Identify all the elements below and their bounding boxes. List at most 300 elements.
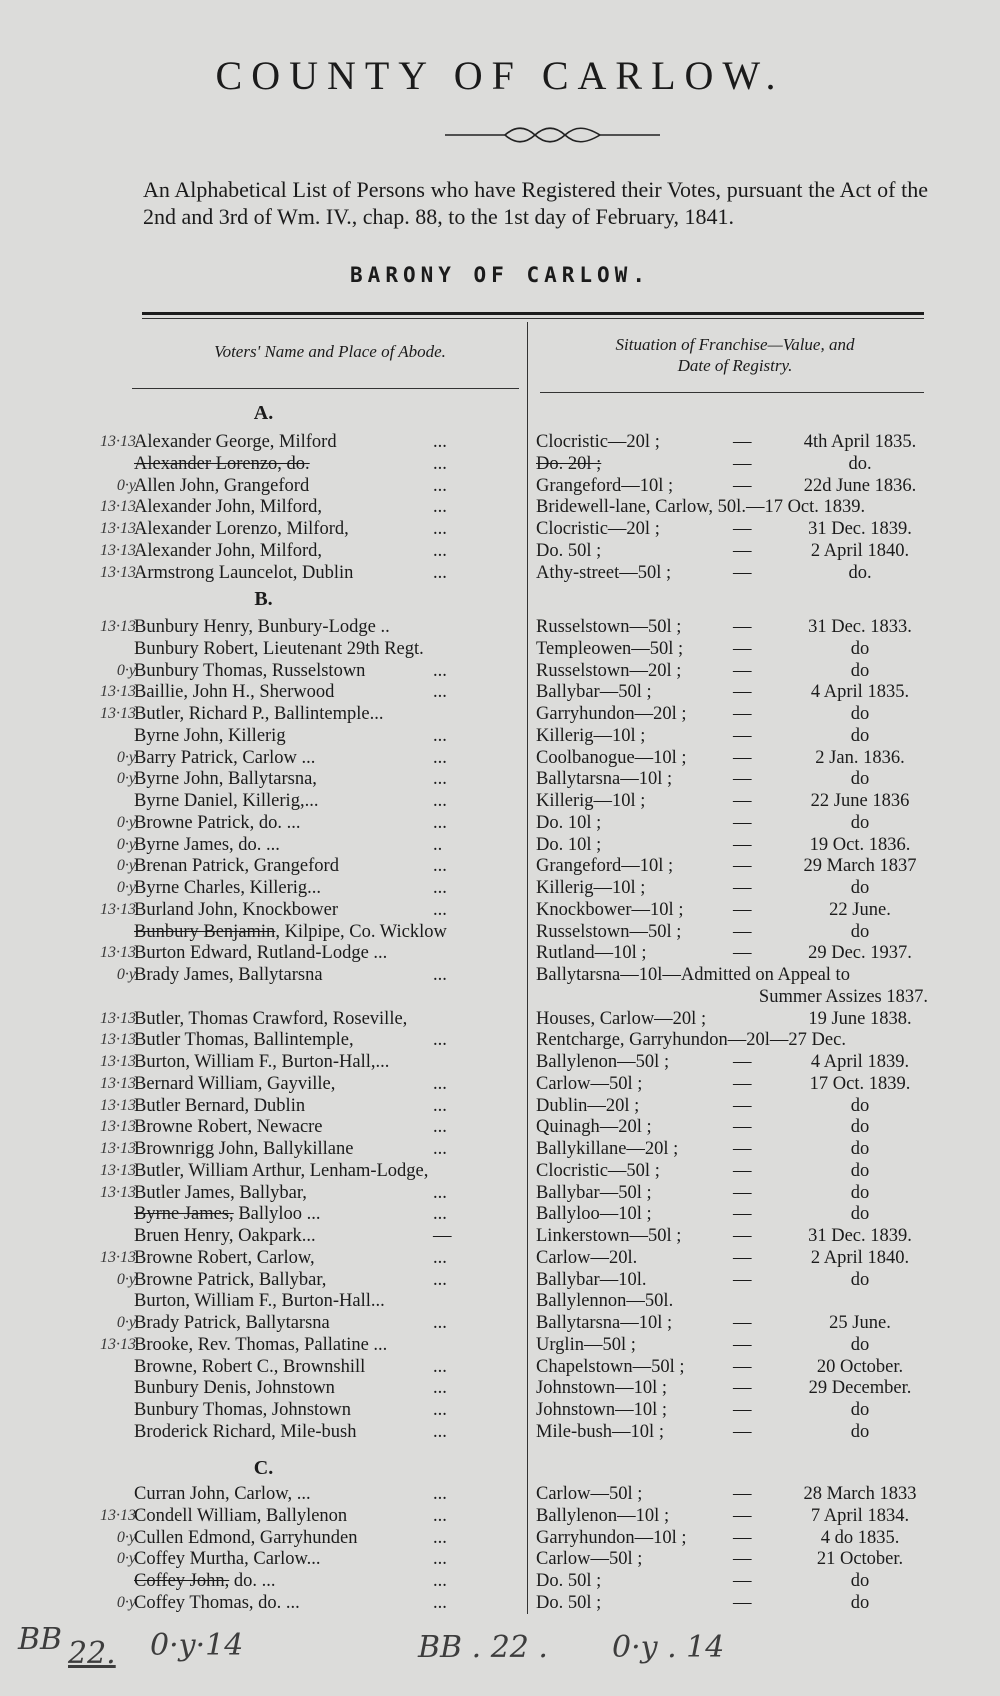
leader-dots: ...: [433, 965, 447, 985]
section-letter-a: A.: [253, 402, 274, 424]
voter-name: Coffey Thomas, do. ...: [134, 1592, 300, 1613]
leader-dots: ...: [433, 856, 447, 877]
page-title: COUNTY OF CARLOW.: [215, 53, 785, 98]
column-header-franchise-line2: Date of Registry.: [677, 356, 793, 375]
c-entry: [0, 1506, 1000, 1528]
dash-separator: —: [733, 519, 752, 539]
franchise-situation: Do. 50l ;: [536, 1571, 602, 1591]
franchise-situation: Do. 20l ;: [536, 453, 602, 474]
franchise-situation: Killerig—10l ;: [536, 791, 646, 811]
registry-date: do.: [848, 453, 872, 474]
dash-separator: —: [733, 1571, 752, 1591]
margin-annotation: 0·y: [116, 476, 136, 494]
voter-name: Browne Robert, Newacre: [134, 1117, 323, 1138]
registry-date: 4 do 1835.: [820, 1527, 900, 1548]
margin-annotation: 13·13: [100, 618, 136, 635]
leader-dots: ...: [433, 1247, 447, 1268]
dash-separator: —: [733, 812, 752, 833]
voter-name: Browne Patrick, Ballybar,: [134, 1269, 327, 1290]
b-entry: [0, 748, 1000, 770]
voter-name: Bernard William, Gayville,: [134, 1073, 336, 1094]
dash-separator: —: [733, 1527, 752, 1548]
margin-annotation: 13·13: [100, 1161, 136, 1179]
voter-name: Brownrigg John, Ballykillane: [134, 1139, 354, 1159]
dash-separator: —: [733, 682, 752, 703]
margin-annotation: 13·13: [100, 498, 136, 516]
margin-annotation: 13·13: [100, 563, 136, 581]
leader-dots: ...: [433, 1484, 447, 1504]
margin-annotation: 0·y: [116, 748, 136, 766]
voter-name: Butler, William Arthur, Lenham-Lodge,: [134, 1160, 429, 1181]
voter-name: Coffey Murtha, Carlow...: [134, 1549, 321, 1570]
registry-date: do: [850, 921, 870, 942]
c-entry: [0, 1593, 1000, 1615]
b-entry: [0, 965, 1000, 987]
franchise-situation: Russelstown—50l ;: [536, 617, 682, 637]
registry-date: do: [850, 1592, 870, 1613]
margin-annotation: 0·y: [116, 1593, 136, 1611]
margin-annotation: 13·13: [100, 1335, 136, 1353]
registry-date: do: [850, 1095, 870, 1116]
voter-name: Browne Robert, Carlow,: [134, 1247, 315, 1268]
dash-separator: —: [733, 769, 752, 790]
registry-date: 31 Dec. 1833.: [808, 617, 912, 637]
dash-separator: —: [733, 1592, 752, 1613]
intro-paragraph: An Alphabetical List of Persons who have Registered their Votes, pursuant the Act of the 2nd and 3rd of Wm. IV., chap. 88, to the 1st day of February, 1841.: [143, 177, 928, 229]
dash-separator: —: [733, 1204, 752, 1225]
franchise-situation: Ballybar—50l ;: [536, 1182, 652, 1203]
b-entry: [0, 1074, 1000, 1096]
b-entry: [0, 1422, 1000, 1444]
header-underline-left: [132, 388, 519, 389]
franchise-situation: Ballytarsna—10l ;: [536, 1313, 673, 1333]
b-entry: [0, 617, 1000, 639]
ornament-divider-icon: [445, 124, 660, 146]
registry-date: do: [850, 1139, 870, 1159]
dash-separator: —: [733, 1052, 752, 1072]
b-entry: [0, 1096, 1000, 1118]
registry-date: 17 Oct. 1839.: [809, 1073, 911, 1094]
header-underline-right: [540, 392, 924, 393]
leader-dots: ...: [433, 1400, 447, 1420]
dash-separator: —: [733, 1334, 752, 1355]
leader-dots: ...: [433, 1421, 447, 1442]
leader-dots: ...: [433, 432, 447, 452]
registry-date: do: [850, 1400, 870, 1420]
b-entry: [0, 682, 1000, 704]
dash-separator: —: [733, 1505, 752, 1526]
registry-date: 29 Dec. 1937.: [808, 943, 912, 964]
voter-name: Butler, Richard P., Ballintemple...: [134, 704, 384, 724]
margin-annotation: 13·13: [100, 1248, 136, 1266]
voter-name: Condell William, Ballylenon: [134, 1505, 348, 1526]
dash-separator: —: [733, 638, 752, 659]
c-entry: [0, 1484, 1000, 1506]
dash-separator: —: [733, 453, 752, 474]
leader-dots: —: [433, 1226, 452, 1246]
registry-date: 31 Dec. 1839.: [808, 1226, 912, 1246]
margin-annotation: 13·13: [100, 1118, 136, 1136]
franchise-situation: Houses, Carlow—20l ;: [536, 1008, 707, 1029]
dash-separator: —: [733, 921, 752, 942]
franchise-situation: Ballyloo—10l ;: [536, 1204, 652, 1225]
leader-dots: ...: [433, 1313, 447, 1333]
c-entry: [0, 1528, 1000, 1550]
dash-separator: —: [733, 878, 752, 898]
a-entry: [0, 541, 1000, 563]
margin-annotation: 13·13: [100, 1096, 136, 1114]
voter-name: Brady Patrick, Ballytarsna: [134, 1313, 330, 1333]
b-entry: [0, 1291, 1000, 1313]
registry-date: do: [850, 769, 870, 790]
franchise-situation: Rutland—10l ;: [536, 943, 647, 964]
margin-annotation: 13·13: [100, 900, 136, 918]
leader-dots: ...: [433, 540, 447, 561]
franchise-situation: Garryhundon—20l ;: [536, 704, 687, 724]
voter-name: Alexander John, Milford,: [134, 497, 323, 518]
b-entry: [0, 1400, 1000, 1422]
registry-date: do: [850, 1204, 870, 1225]
b-entry: [0, 987, 1000, 1009]
leader-dots: ...: [433, 1378, 447, 1399]
registry-date: 19 June 1838.: [808, 1008, 912, 1029]
registry-date: do: [850, 878, 870, 898]
franchise-situation: Grangeford—10l ;: [536, 856, 674, 877]
leader-dots: ...: [433, 1505, 447, 1526]
franchise-situation: Clocristic—50l ;: [536, 1160, 660, 1181]
franchise-situation: Carlow—50l ;: [536, 1549, 643, 1570]
leader-dots: ...: [433, 1269, 447, 1290]
registry-date: 19 Oct. 1836.: [809, 834, 911, 855]
pencil-note-bb: BB: [18, 1622, 63, 1657]
voter-name: Alexander George, Milford: [134, 432, 337, 452]
franchise-situation: Johnstown—10l ;: [536, 1378, 668, 1399]
dash-separator: —: [733, 617, 752, 637]
franchise-situation: Carlow—50l ;: [536, 1484, 643, 1504]
margin-annotation: 13·13: [100, 1031, 136, 1049]
registry-date: 4 April 1839.: [810, 1052, 910, 1072]
dash-separator: —: [733, 1073, 752, 1094]
registry-date: do.: [848, 562, 872, 583]
dash-separator: —: [733, 1182, 752, 1203]
dash-separator: —: [733, 856, 752, 877]
dash-separator: —: [733, 1356, 752, 1377]
voter-name: Bunbury Thomas, Johnstown: [134, 1400, 352, 1420]
leader-dots: ...: [433, 1030, 447, 1051]
margin-annotation: 0·y: [116, 857, 136, 875]
registry-date: 31 Dec. 1839.: [808, 519, 912, 539]
b-entry: [0, 1270, 1000, 1292]
margin-annotation: 13·13: [100, 541, 136, 559]
section-letter-b: B.: [254, 588, 273, 610]
dash-separator: —: [733, 1549, 752, 1570]
registry-date: 2 April 1840.: [810, 1247, 910, 1268]
franchise-situation: Clocristic—20l ;: [536, 519, 660, 539]
leader-dots: ...: [433, 878, 447, 898]
margin-annotation: 13·13: [100, 683, 136, 701]
b-entry: [0, 726, 1000, 748]
column-header-franchise: [545, 334, 925, 376]
b-entry: [0, 1009, 1000, 1031]
dash-separator: —: [733, 1117, 752, 1138]
b-entry: [0, 1357, 1000, 1379]
b-entry: [0, 1139, 1000, 1161]
registry-date: do: [850, 725, 870, 746]
dash-separator: —: [733, 834, 752, 855]
dash-separator: —: [733, 1269, 752, 1290]
dash-separator: —: [733, 475, 752, 496]
franchise-situation: Knockbower—10l ;: [536, 899, 684, 920]
registry-date: 29 March 1837: [803, 856, 917, 877]
registry-date: 22 June 1836: [810, 791, 910, 811]
franchise-situation: Ballylennon—50l.: [536, 1291, 674, 1312]
column-header-voters: Voters' Name and Place of Abode.: [214, 342, 446, 361]
voter-name: Alexander Lorenzo, do.: [134, 453, 310, 474]
dash-separator: —: [733, 704, 752, 724]
margin-annotation: 0·y: [116, 661, 136, 679]
franchise-situation: Killerig—10l ;: [536, 878, 646, 898]
leader-dots: ...: [433, 1527, 447, 1548]
dash-separator: —: [733, 1313, 752, 1333]
voter-name: Brooke, Rev. Thomas, Pallatine ...: [134, 1334, 388, 1355]
leader-dots: ..: [433, 834, 443, 855]
franchise-situation: Killerig—10l ;: [536, 725, 646, 746]
franchise-situation: Ballybar—10l.: [536, 1269, 647, 1290]
dash-separator: —: [733, 540, 752, 561]
dash-separator: —: [733, 1378, 752, 1399]
b-entry: [0, 943, 1000, 965]
leader-dots: ...: [433, 769, 447, 790]
b-entry: [0, 661, 1000, 683]
b-entry: [0, 856, 1000, 878]
registry-date: do: [850, 1334, 870, 1355]
voter-name: Brenan Patrick, Grangeford: [134, 856, 339, 877]
b-entry: [0, 1226, 1000, 1248]
dash-separator: —: [733, 899, 752, 920]
franchise-situation: Grangeford—10l ;: [536, 475, 674, 496]
voter-name: Burton Edward, Rutland-Lodge ...: [134, 943, 388, 964]
voter-name: Bruen Henry, Oakpark...: [134, 1226, 316, 1246]
leader-dots: ...: [433, 1571, 447, 1591]
voter-name: Curran John, Carlow, ...: [134, 1484, 311, 1504]
registry-date: do: [850, 1269, 870, 1290]
franchise-situation: Mile-bush—10l ;: [536, 1421, 664, 1442]
registry-date: do: [850, 1160, 870, 1181]
dash-separator: —: [733, 1226, 752, 1246]
leader-dots: ...: [433, 1095, 447, 1116]
voter-name: Broderick Richard, Mile-bush: [134, 1421, 357, 1442]
margin-annotation: 0·y: [116, 770, 136, 788]
registry-date: do: [850, 704, 870, 724]
b-entry: [0, 1161, 1000, 1183]
franchise-situation: Do. 50l ;: [536, 1592, 602, 1613]
voter-name: Armstrong Launcelot, Dublin: [134, 562, 354, 583]
leader-dots: ...: [433, 475, 447, 496]
franchise-situation: Ballytarsna—10l ;: [536, 769, 673, 790]
b-entry: [0, 900, 1000, 922]
margin-annotation: 13·13: [100, 944, 136, 962]
franchise-situation: Russelstown—50l ;: [536, 921, 682, 942]
struck-name-part: Byrne James,: [134, 1204, 234, 1225]
franchise-situation: Ballykillane—20l ;: [536, 1139, 679, 1159]
leader-dots: ...: [433, 1204, 447, 1225]
registry-date: 29 December.: [808, 1378, 912, 1399]
section-letter-c: C.: [253, 1457, 274, 1479]
dash-separator: —: [733, 1247, 752, 1268]
voter-name: Byrne James, Ballyloo ...: [134, 1204, 321, 1225]
a-entry: [0, 454, 1000, 476]
franchise-details: Bridewell-lane, Carlow, 50l.—17 Oct. 1839.: [536, 497, 866, 518]
franchise-continuation: Summer Assizes 1837.: [758, 986, 928, 1007]
pencil-note-oy14: 0·y·14: [150, 1628, 244, 1663]
struck-name-part: Coffey John,: [134, 1571, 230, 1591]
b-entry: [0, 1313, 1000, 1335]
registry-date: do: [850, 638, 870, 659]
a-entry: [0, 563, 1000, 585]
franchise-situation: Ballylenon—50l ;: [536, 1052, 670, 1072]
leader-dots: ...: [433, 562, 447, 583]
margin-annotation: 13·13: [100, 1053, 136, 1070]
b-entry: [0, 1248, 1000, 1270]
b-entry: [0, 769, 1000, 791]
franchise-situation: Athy-street—50l ;: [536, 562, 672, 583]
leader-dots: ...: [433, 1356, 447, 1377]
voter-name: Brady James, Ballytarsna: [134, 965, 323, 985]
leader-dots: ...: [433, 497, 447, 518]
franchise-details: Ballytarsna—10l—Admitted on Appeal to: [536, 965, 850, 985]
margin-annotation: 13·13: [100, 1506, 136, 1524]
registry-date: do: [850, 1117, 870, 1138]
voter-name: Barry Patrick, Carlow ...: [134, 747, 316, 768]
leader-dots: ...: [433, 812, 447, 833]
voter-name: Bunbury Benjamin, Kilpipe, Co. Wicklow: [134, 921, 447, 942]
dash-separator: —: [733, 725, 752, 746]
margin-annotation: 0·y: [116, 1270, 136, 1288]
voter-name: Alexander John, Milford,: [134, 540, 323, 561]
leader-dots: ...: [433, 682, 447, 703]
dash-separator: —: [733, 432, 752, 452]
leader-dots: ...: [433, 1073, 447, 1094]
registry-date: 28 March 1833: [803, 1484, 917, 1504]
leader-dots: ...: [433, 519, 447, 539]
voter-name: Coffey John, do. ...: [134, 1571, 276, 1591]
pencil-note-22: 22.: [68, 1636, 116, 1671]
leader-dots: ...: [433, 1592, 447, 1613]
franchise-situation: Chapelstown—50l ;: [536, 1356, 685, 1377]
b-entry: [0, 791, 1000, 813]
voter-name: Butler Bernard, Dublin: [134, 1095, 306, 1116]
margin-annotation: 0·y: [116, 813, 136, 831]
voter-name: Bunbury Henry, Bunbury-Lodge ..: [134, 617, 390, 637]
voter-name: Burland John, Knockbower: [134, 899, 338, 920]
b-entry: [0, 878, 1000, 900]
margin-annotation: 13·13: [100, 433, 136, 450]
registry-date: 20 October.: [816, 1356, 904, 1377]
struck-name-part: Bunbury Benjamin: [134, 921, 276, 942]
c-entry: [0, 1549, 1000, 1571]
leader-dots: ...: [433, 747, 447, 768]
margin-annotation: 13·13: [100, 1140, 136, 1157]
b-entry: [0, 1030, 1000, 1052]
franchise-situation: Russelstown—20l ;: [536, 660, 682, 681]
franchise-situation: Linkerstown—50l ;: [536, 1226, 682, 1246]
franchise-situation: Do. 10l ;: [536, 834, 602, 855]
registry-date: do: [850, 812, 870, 833]
a-entry: [0, 497, 1000, 519]
margin-annotation: 13·13: [100, 1009, 136, 1027]
dash-separator: —: [733, 1139, 752, 1159]
voter-name: Byrne Daniel, Killerig,...: [134, 791, 319, 811]
margin-annotation: 13·13: [100, 1183, 136, 1201]
registry-date: 4th April 1835.: [803, 432, 917, 452]
b-entry: [0, 1183, 1000, 1205]
voter-name: Bunbury Robert, Lieutenant 29th Regt.: [134, 638, 424, 659]
margin-annotation: 0·y: [116, 835, 136, 853]
voter-name: Byrne James, do. ...: [134, 834, 280, 855]
voter-name: Butler James, Ballybar,: [134, 1182, 307, 1203]
dash-separator: —: [733, 1421, 752, 1442]
voter-name: Baillie, John H., Sherwood: [134, 682, 335, 703]
header-rule-thin: [142, 318, 924, 319]
a-entry: [0, 519, 1000, 541]
b-entry: [0, 704, 1000, 726]
registry-date: 25 June.: [829, 1313, 891, 1333]
b-entry: [0, 1052, 1000, 1074]
registry-date: do: [850, 1571, 870, 1591]
barony-heading: BARONY OF CARLOW.: [350, 263, 650, 287]
margin-annotation: 0·y: [116, 1528, 136, 1546]
b-entry: [0, 922, 1000, 944]
registry-date: 21 October.: [816, 1549, 904, 1570]
leader-dots: ...: [433, 660, 447, 681]
leader-dots: ...: [433, 791, 447, 811]
leader-dots: ...: [433, 725, 447, 746]
franchise-situation: Clocristic—20l ;: [536, 432, 660, 452]
dash-separator: —: [733, 660, 752, 681]
dash-separator: —: [733, 943, 752, 964]
b-entry: [0, 639, 1000, 661]
margin-annotation: 0·y: [116, 966, 136, 983]
franchise-situation: Johnstown—10l ;: [536, 1400, 668, 1420]
franchise-situation: Ballylenon—10l ;: [536, 1505, 670, 1526]
margin-annotation: 0·y: [116, 1550, 136, 1568]
dash-separator: —: [733, 791, 752, 811]
voter-name: Alexander Lorenzo, Milford,: [134, 519, 349, 539]
franchise-situation: Ballybar—50l ;: [536, 682, 652, 703]
voter-name: Butler, Thomas Crawford, Roseville,: [134, 1008, 408, 1029]
a-entry: [0, 476, 1000, 498]
leader-dots: ...: [433, 899, 447, 920]
voter-name: Browne Patrick, do. ...: [134, 812, 301, 833]
b-entry: [0, 1378, 1000, 1400]
margin-annotation: 13·13: [100, 520, 136, 537]
franchise-situation: Do. 50l ;: [536, 540, 602, 561]
margin-annotation: 0·y: [116, 879, 136, 896]
registry-date: 22d June 1836.: [803, 475, 917, 496]
registry-date: do: [850, 1182, 870, 1203]
dash-separator: —: [733, 1095, 752, 1116]
registry-date: do: [850, 1421, 870, 1442]
pencil-note-oy-14: 0·y . 14: [612, 1630, 725, 1665]
franchise-situation: Templeowen—50l ;: [536, 638, 684, 659]
voter-name: Burton, William F., Burton-Hall...: [134, 1291, 385, 1312]
franchise-situation: Coolbanogue—10l ;: [536, 747, 687, 768]
header-rule-thick: [142, 312, 924, 315]
voter-name: Allen John, Grangeford: [134, 475, 310, 496]
margin-annotation: 0·y: [116, 1314, 136, 1331]
dash-separator: —: [733, 1484, 752, 1504]
registry-date: do: [850, 660, 870, 681]
